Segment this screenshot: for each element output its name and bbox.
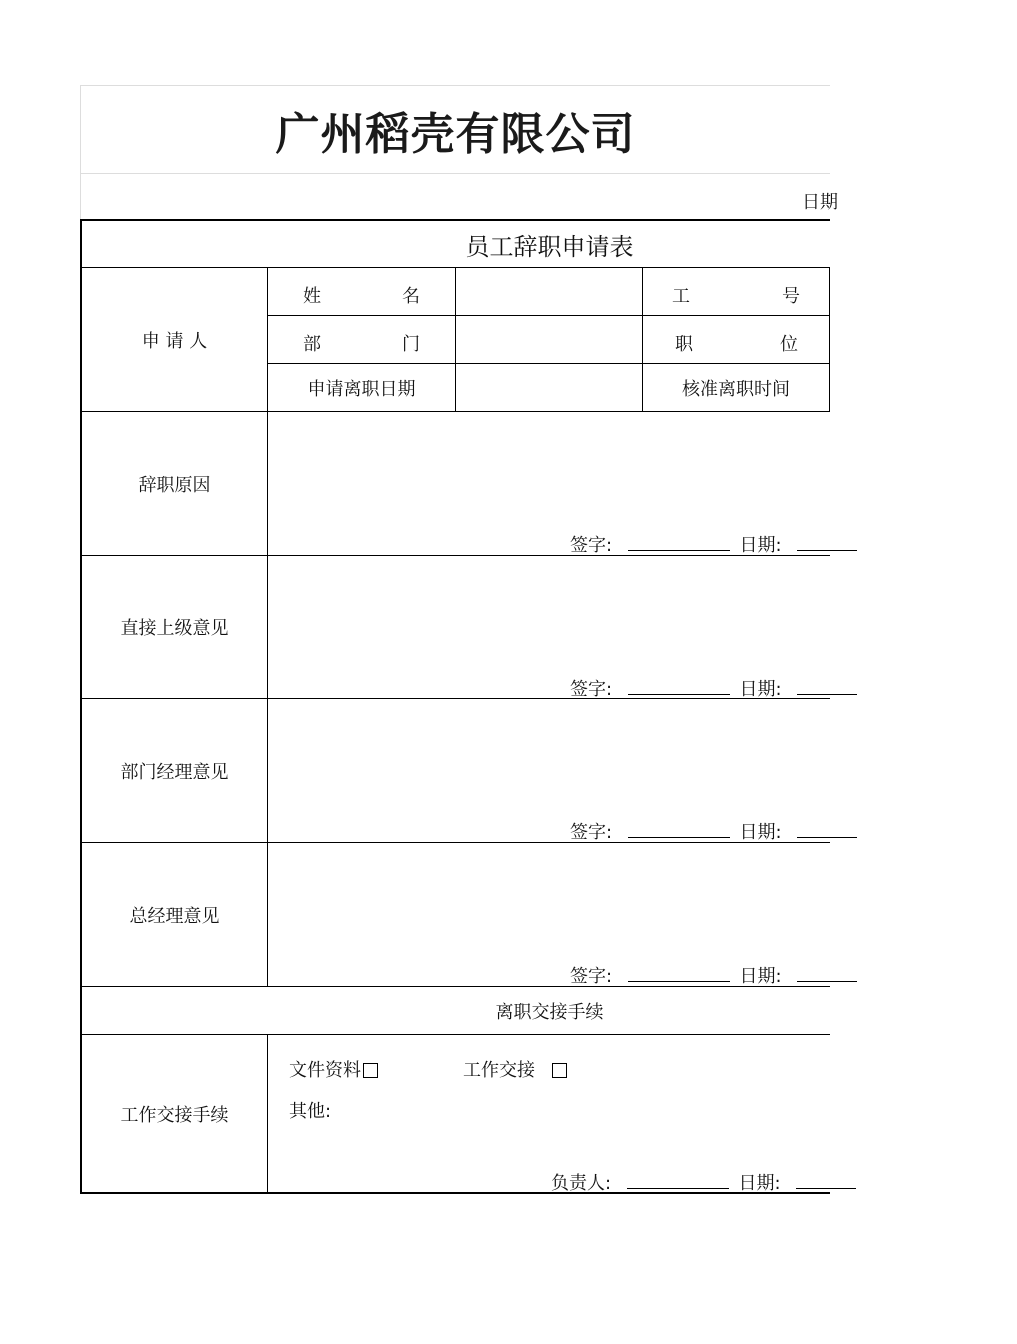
work-handover-checkbox-item[interactable] xyxy=(463,1056,567,1082)
col-divider xyxy=(267,1034,268,1193)
documents-checkbox-item[interactable] xyxy=(289,1056,378,1082)
name-value-field[interactable] xyxy=(456,268,642,315)
form-title-cell xyxy=(82,221,1017,267)
date-label: 日期 xyxy=(802,192,838,213)
responsible-signature-line: 负责人: 日期: xyxy=(551,1169,830,1195)
signature-line: 签字: 日期: xyxy=(570,962,830,988)
other-label: 其他: xyxy=(289,1101,332,1122)
documents-label: 文件资料 xyxy=(289,1060,361,1081)
other-field[interactable] xyxy=(340,1090,830,1150)
employee-id-label: 工 号 xyxy=(672,286,800,307)
general-manager-opinion-label: 总经理意见 xyxy=(129,905,220,927)
department-manager-opinion-label-cell xyxy=(82,699,267,842)
name-label: 姓 名 xyxy=(303,286,420,307)
supervisor-opinion-label-cell xyxy=(82,556,267,698)
approved-date-label-cell xyxy=(643,364,829,411)
position-label: 职 位 xyxy=(675,334,798,355)
signature-line: 签字: 日期: xyxy=(570,818,830,844)
handover-label-cell xyxy=(82,1035,267,1192)
resignation-reason-label: 辞职原因 xyxy=(138,474,211,496)
supervisor-opinion-label: 直接上级意见 xyxy=(120,618,229,639)
col-divider xyxy=(829,267,830,412)
resignation-reason-label-cell xyxy=(82,412,267,555)
department-label: 部 门 xyxy=(303,334,420,355)
company-name: 广州稻壳有限公司 xyxy=(275,108,636,160)
department-value-field[interactable] xyxy=(456,316,642,363)
general-manager-opinion-label-cell xyxy=(82,843,267,986)
company-title-cell xyxy=(80,85,830,173)
department-manager-opinion-label: 部门经理意见 xyxy=(120,761,229,783)
apply-date-label: 申请离职日期 xyxy=(307,378,416,400)
form-title: 员工辞职申请表 xyxy=(465,232,634,261)
signature-line: 签字: 日期: xyxy=(570,531,830,557)
applicant-label: 申 请 人 xyxy=(141,330,208,352)
applicant-label-cell xyxy=(82,268,267,411)
work-handover-label: 工作交接 xyxy=(463,1060,535,1081)
documents-checkbox[interactable] xyxy=(363,1063,378,1078)
handover-label: 工作交接手续 xyxy=(120,1104,229,1126)
approved-date-label: 核准离职时间 xyxy=(682,378,790,400)
date-row xyxy=(80,173,838,220)
work-handover-checkbox[interactable] xyxy=(552,1063,567,1078)
signature-line: 签字: 日期: xyxy=(570,675,830,701)
handover-header-cell xyxy=(82,987,1017,1034)
apply-date-label-cell xyxy=(268,364,455,411)
apply-date-value-field[interactable] xyxy=(456,364,642,411)
handover-header: 离职交接手续 xyxy=(495,1001,604,1023)
